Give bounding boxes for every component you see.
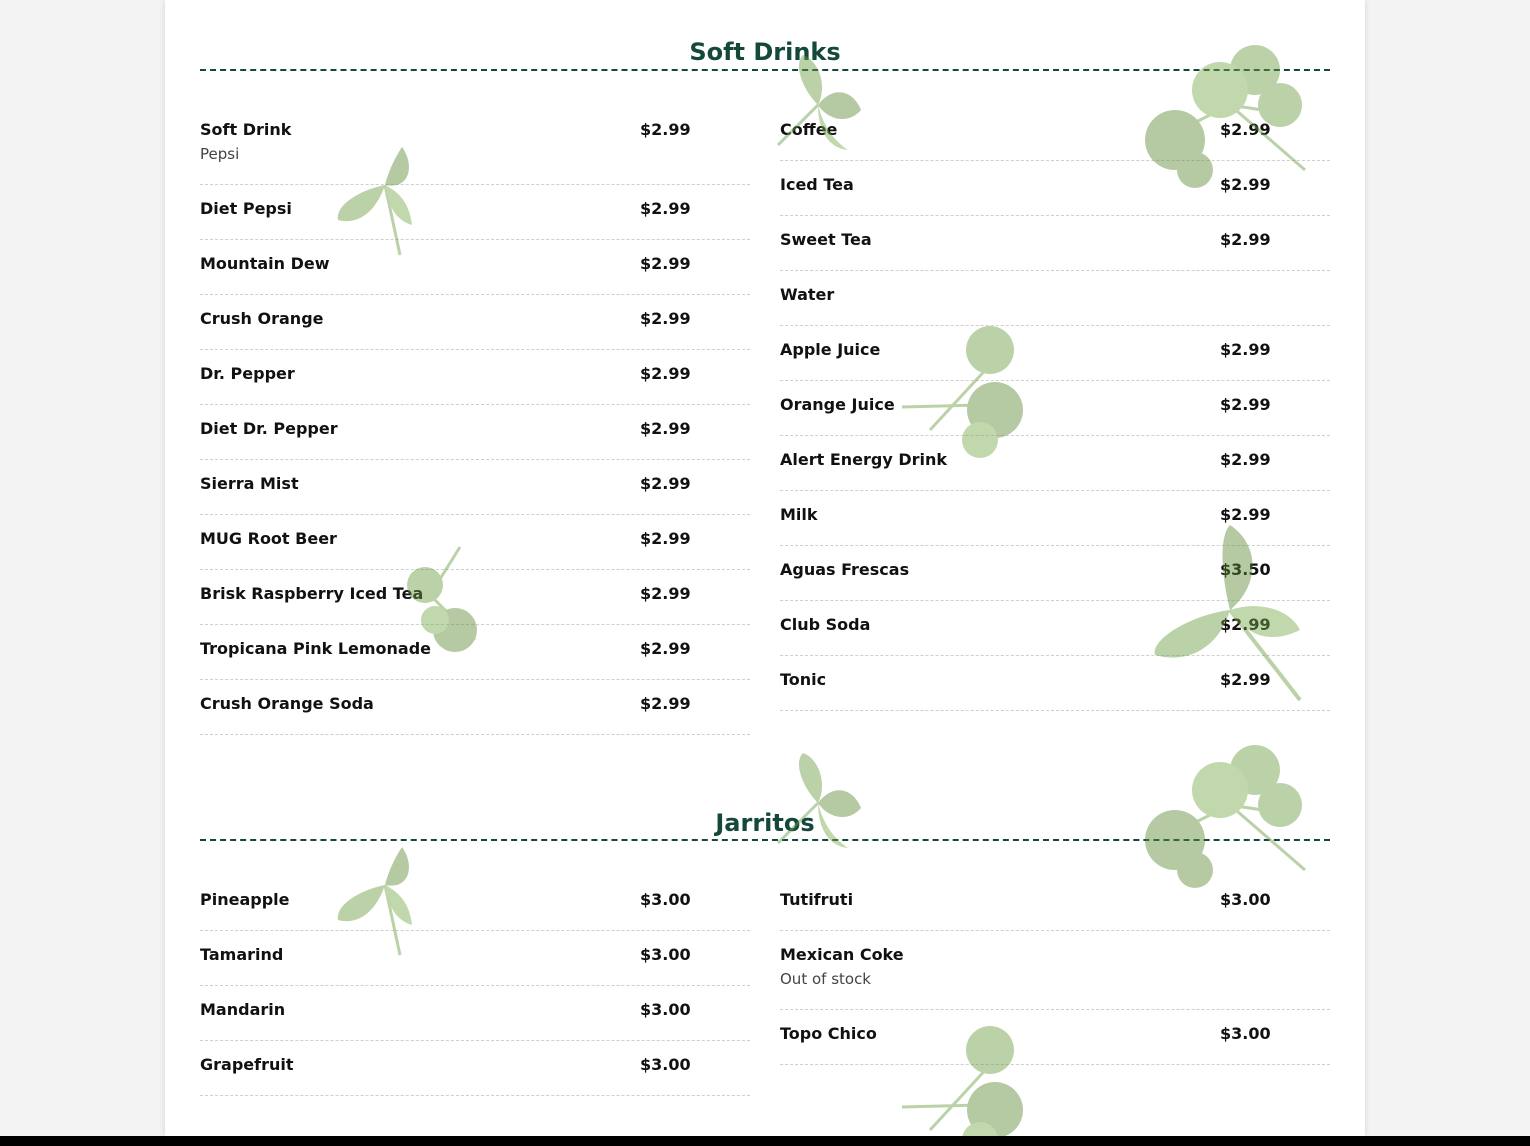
menu-item[interactable]: [200, 931, 750, 986]
menu-item-price: $3.50: [1220, 560, 1271, 579]
menu-item-price: $3.00: [640, 890, 691, 909]
menu-item-price: $2.99: [640, 254, 691, 273]
menu-item-name: Sweet Tea: [780, 230, 872, 249]
menu-item[interactable]: [780, 876, 1330, 931]
bottom-bar: [0, 1136, 1530, 1146]
menu-item-name: Aguas Frescas: [780, 560, 910, 579]
menu-item-name: Apple Juice: [780, 340, 881, 359]
menu-item[interactable]: [200, 405, 750, 460]
menu-item-description: Pepsi: [200, 145, 240, 163]
menu-item[interactable]: [780, 656, 1330, 711]
menu-item-price: $2.99: [640, 309, 691, 328]
menu-item-name: Club Soda: [780, 615, 871, 634]
menu-item-price: $3.00: [640, 945, 691, 964]
menu-item[interactable]: [200, 185, 750, 240]
menu-item-name: Mandarin: [200, 1000, 286, 1019]
menu-item-name: Soft Drink: [200, 120, 292, 139]
menu-item[interactable]: [200, 460, 750, 515]
menu-item-price: $2.99: [1220, 505, 1271, 524]
menu-item-name: Milk: [780, 505, 818, 524]
menu-item-price: $2.99: [1220, 615, 1271, 634]
menu-item-name: Tutifruti: [780, 890, 854, 909]
menu-item-name: Pineapple: [200, 890, 290, 909]
menu-column-right: [780, 876, 1330, 1065]
menu-item-price: $3.00: [1220, 890, 1271, 909]
menu-item[interactable]: [200, 350, 750, 405]
menu-item-name: Alert Energy Drink: [780, 450, 948, 469]
menu-item[interactable]: [780, 271, 1330, 326]
menu-item-price: $2.99: [1220, 230, 1271, 249]
menu-item-price: $2.99: [640, 694, 691, 713]
section-divider: [200, 69, 1330, 71]
menu-item-price: $2.99: [640, 199, 691, 218]
menu-item-name: Grapefruit: [200, 1055, 294, 1074]
menu-item-name: Sierra Mist: [200, 474, 299, 493]
menu-item-name: Dr. Pepper: [200, 364, 295, 383]
menu-item-name: Mountain Dew: [200, 254, 330, 273]
menu-item[interactable]: [200, 106, 750, 185]
menu-item-name: Diet Dr. Pepper: [200, 419, 338, 438]
menu-item-name: Diet Pepsi: [200, 199, 292, 218]
menu-item[interactable]: [780, 546, 1330, 601]
menu-column-left: [200, 106, 750, 735]
menu-item-name: Mexican Coke: [780, 945, 904, 964]
menu-card: [165, 0, 1365, 1136]
section-title-jarritos: Jarritos: [715, 809, 815, 837]
menu-item[interactable]: [200, 240, 750, 295]
menu-item-price: $2.99: [1220, 450, 1271, 469]
menu-item-price: $2.99: [640, 419, 691, 438]
menu-item[interactable]: [780, 381, 1330, 436]
menu-item[interactable]: [200, 876, 750, 931]
menu-item-price: $2.99: [1220, 120, 1271, 139]
menu-item[interactable]: [780, 436, 1330, 491]
menu-item-name: Coffee: [780, 120, 838, 139]
section-title-soft-drinks: Soft Drinks: [689, 38, 841, 66]
menu-item-name: Orange Juice: [780, 395, 895, 414]
menu-item-description: Out of stock: [780, 970, 871, 988]
menu-item-price: $3.00: [1220, 1024, 1271, 1043]
menu-item-price: $2.99: [640, 584, 691, 603]
menu-item[interactable]: [200, 625, 750, 680]
menu-item-price: $2.99: [1220, 395, 1271, 414]
menu-item[interactable]: [780, 326, 1330, 381]
menu-item[interactable]: [200, 1041, 750, 1096]
menu-item-name: Crush Orange Soda: [200, 694, 374, 713]
menu-item-price: $2.99: [1220, 175, 1271, 194]
menu-item[interactable]: [780, 216, 1330, 271]
menu-item-name: Tropicana Pink Lemonade: [200, 639, 432, 658]
menu-column-right: [780, 106, 1330, 711]
menu-item[interactable]: [780, 491, 1330, 546]
menu-item-price: $3.00: [640, 1055, 691, 1074]
menu-column-left: [200, 876, 750, 1096]
menu-item-name: Topo Chico: [780, 1024, 877, 1043]
menu-item[interactable]: [200, 680, 750, 735]
menu-item-name: Brisk Raspberry Iced Tea: [200, 584, 424, 603]
menu-item[interactable]: [780, 601, 1330, 656]
menu-item-name: Iced Tea: [780, 175, 854, 194]
menu-item-name: MUG Root Beer: [200, 529, 337, 548]
menu-item[interactable]: [200, 295, 750, 350]
menu-item[interactable]: [200, 515, 750, 570]
section-divider: [200, 839, 1330, 841]
menu-item-name: Tonic: [780, 670, 827, 689]
menu-item-name: Crush Orange: [200, 309, 324, 328]
menu-item[interactable]: [780, 106, 1330, 161]
menu-item-name: Tamarind: [200, 945, 284, 964]
menu-item-price: $2.99: [640, 364, 691, 383]
menu-item[interactable]: [780, 931, 1330, 1010]
menu-item-price: $2.99: [640, 639, 691, 658]
menu-item-price: $2.99: [1220, 670, 1271, 689]
menu-item-price: $2.99: [640, 529, 691, 548]
menu-item[interactable]: [780, 161, 1330, 216]
menu-item[interactable]: [200, 986, 750, 1041]
menu-item-price: $3.00: [640, 1000, 691, 1019]
menu-item[interactable]: [200, 570, 750, 625]
menu-item-price: $2.99: [640, 120, 691, 139]
menu-item-name: Water: [780, 285, 835, 304]
menu-item[interactable]: [780, 1010, 1330, 1065]
menu-item-price: $2.99: [640, 474, 691, 493]
menu-item-price: $2.99: [1220, 340, 1271, 359]
